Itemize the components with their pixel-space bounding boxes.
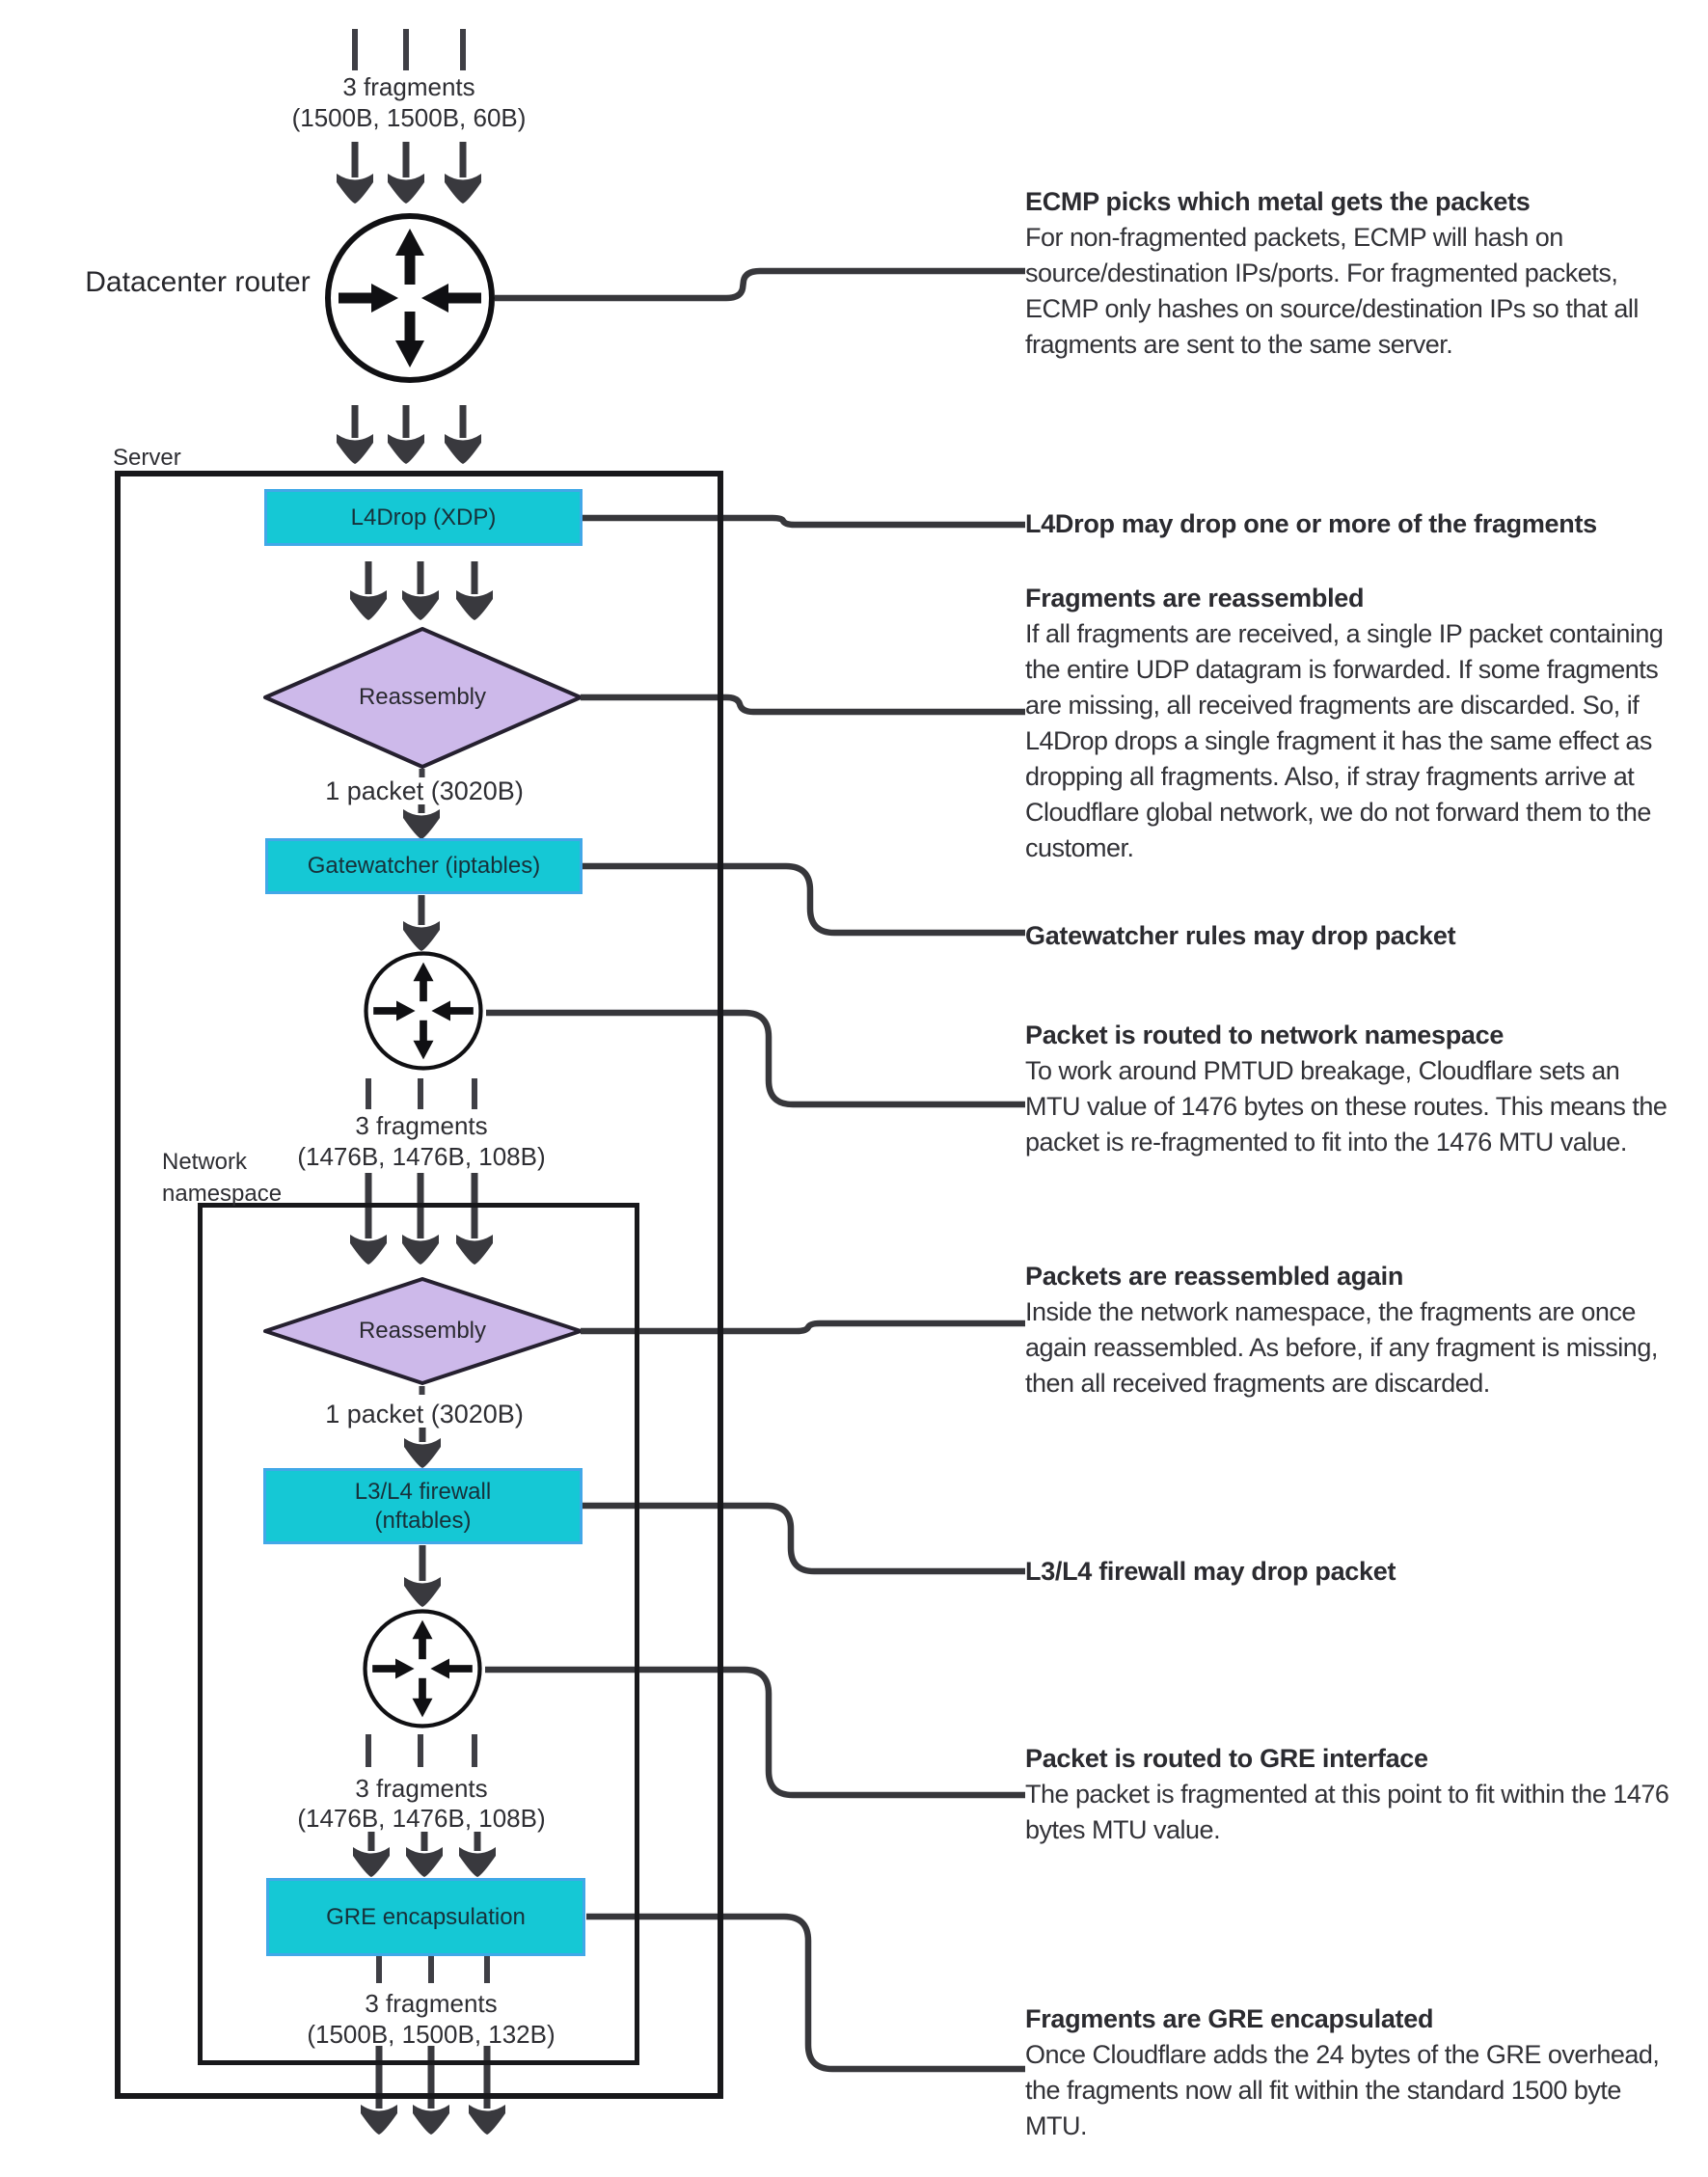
after-routing-fragments-count: 3 fragments (355, 1111, 488, 1140)
l3l4-firewall-label-line1: L3/L4 firewall (354, 1478, 492, 1505)
outgoing-fragments-count: 3 fragments (365, 1989, 498, 2018)
annotation-ecmp-body: For non-fragmented packets, ECMP will hash on source/destination IPs/ports. For fragmented packets, ECMP only hashes on source/destination IPs so that all fragments are sent to the same server. (1025, 223, 1639, 359)
annotation-ecmp (1025, 183, 1681, 363)
annotation-ecmp-heading: ECMP picks which metal gets the packets (1025, 187, 1531, 216)
annotation-gre-encap-heading: Fragments are GRE encapsulated (1025, 2004, 1434, 2033)
connector-ecmp (495, 271, 1025, 298)
annotation-reassembled-again (1025, 1258, 1681, 1401)
l4drop-label: L4Drop (XDP) (350, 503, 497, 531)
annotation-gre-route (1025, 1740, 1681, 1848)
annotation-gatewatcher (1025, 917, 1681, 954)
after-firewall-fragments-count: 3 fragments (355, 1774, 488, 1803)
network-namespace-label: Network namespace (162, 1149, 283, 1207)
gatewatcher-node (265, 838, 583, 894)
after-firewall-fragments-sizes: (1476B, 1476B, 108B) (297, 1804, 546, 1833)
packet-1-label: 1 packet (3020B) (325, 776, 524, 805)
gre-encapsulation-node (266, 1878, 585, 1956)
datacenter-router-label: Datacenter router (85, 266, 311, 298)
annotation-reassembled-again-body: Inside the network namespace, the fragments are once again reassembled. As before, if any fragment is missing, then all received fragments are discarded. (1025, 1297, 1658, 1398)
annotation-gre-route-body: The packet is fragmented at this point to fit within the 1476 bytes MTU value. (1025, 1780, 1669, 1844)
annotation-namespace-route-heading: Packet is routed to network namespace (1025, 1020, 1505, 1049)
annotation-gre-encap-body: Once Cloudflare adds the 24 bytes of the GRE overhead, the fragments now all fit within the standard 1500 byte MTU. (1025, 2040, 1660, 2140)
datacenter-router-icon (328, 216, 492, 380)
reassembly-1-label: Reassembly (358, 684, 487, 710)
incoming-fragment-dashes-icon (352, 29, 466, 70)
packet-2-label: 1 packet (3020B) (325, 1400, 524, 1429)
annotation-namespace-route (1025, 1017, 1681, 1160)
incoming-fragments-sizes: (1500B, 1500B, 60B) (291, 103, 527, 132)
server-label: Server (113, 445, 181, 471)
annotation-gre-route-heading: Packet is routed to GRE interface (1025, 1744, 1428, 1773)
annotation-reassembled-heading: Fragments are reassembled (1025, 584, 1365, 612)
annotation-namespace-route-body: To work around PMTUD breakage, Cloudflare sets an MTU value of 1476 bytes on these routes. This means the packet is re-fragmented to fit into the 1476 MTU value. (1025, 1056, 1667, 1157)
after-routing-fragments-sizes: (1476B, 1476B, 108B) (297, 1142, 546, 1171)
annotation-l3l4-heading: L3/L4 firewall may drop packet (1025, 1557, 1396, 1586)
annotation-reassembled-body: If all fragments are received, a single IP packet containing the entire UDP datagram is forwarded. If some fragments are missing, all received fragments are discarded. So, if L4Drop drops a single fragment it has the same effect as dropping all fragments. Also, if stray fragments arrive at Cloudflare global network, we do not forward them to the customer. (1025, 619, 1664, 862)
gre-encapsulation-label: GRE encapsulation (326, 1903, 526, 1930)
annotation-gatewatcher-heading: Gatewatcher rules may drop packet (1025, 921, 1456, 950)
l4drop-node (264, 489, 583, 546)
annotation-reassembled (1025, 580, 1681, 866)
annotation-l3l4 (1025, 1553, 1681, 1590)
l3l4-firewall-node (263, 1468, 583, 1544)
annotation-l4drop-heading: L4Drop may drop one or more of the fragments (1025, 509, 1597, 538)
l3l4-firewall-label-line2: (nftables) (374, 1507, 472, 1534)
annotation-gre-encap (1025, 2000, 1681, 2144)
reassembly-2-label: Reassembly (358, 1318, 487, 1344)
outgoing-fragments-sizes: (1500B, 1500B, 132B) (307, 2020, 556, 2049)
incoming-fragments-count: 3 fragments (342, 72, 475, 101)
arrows-into-router-icon (355, 142, 463, 177)
gatewatcher-label: Gatewatcher (iptables) (307, 853, 541, 879)
arrows-into-server-icon (355, 405, 463, 438)
annotation-reassembled-again-heading: Packets are reassembled again (1025, 1262, 1404, 1291)
annotation-l4drop (1025, 505, 1681, 542)
